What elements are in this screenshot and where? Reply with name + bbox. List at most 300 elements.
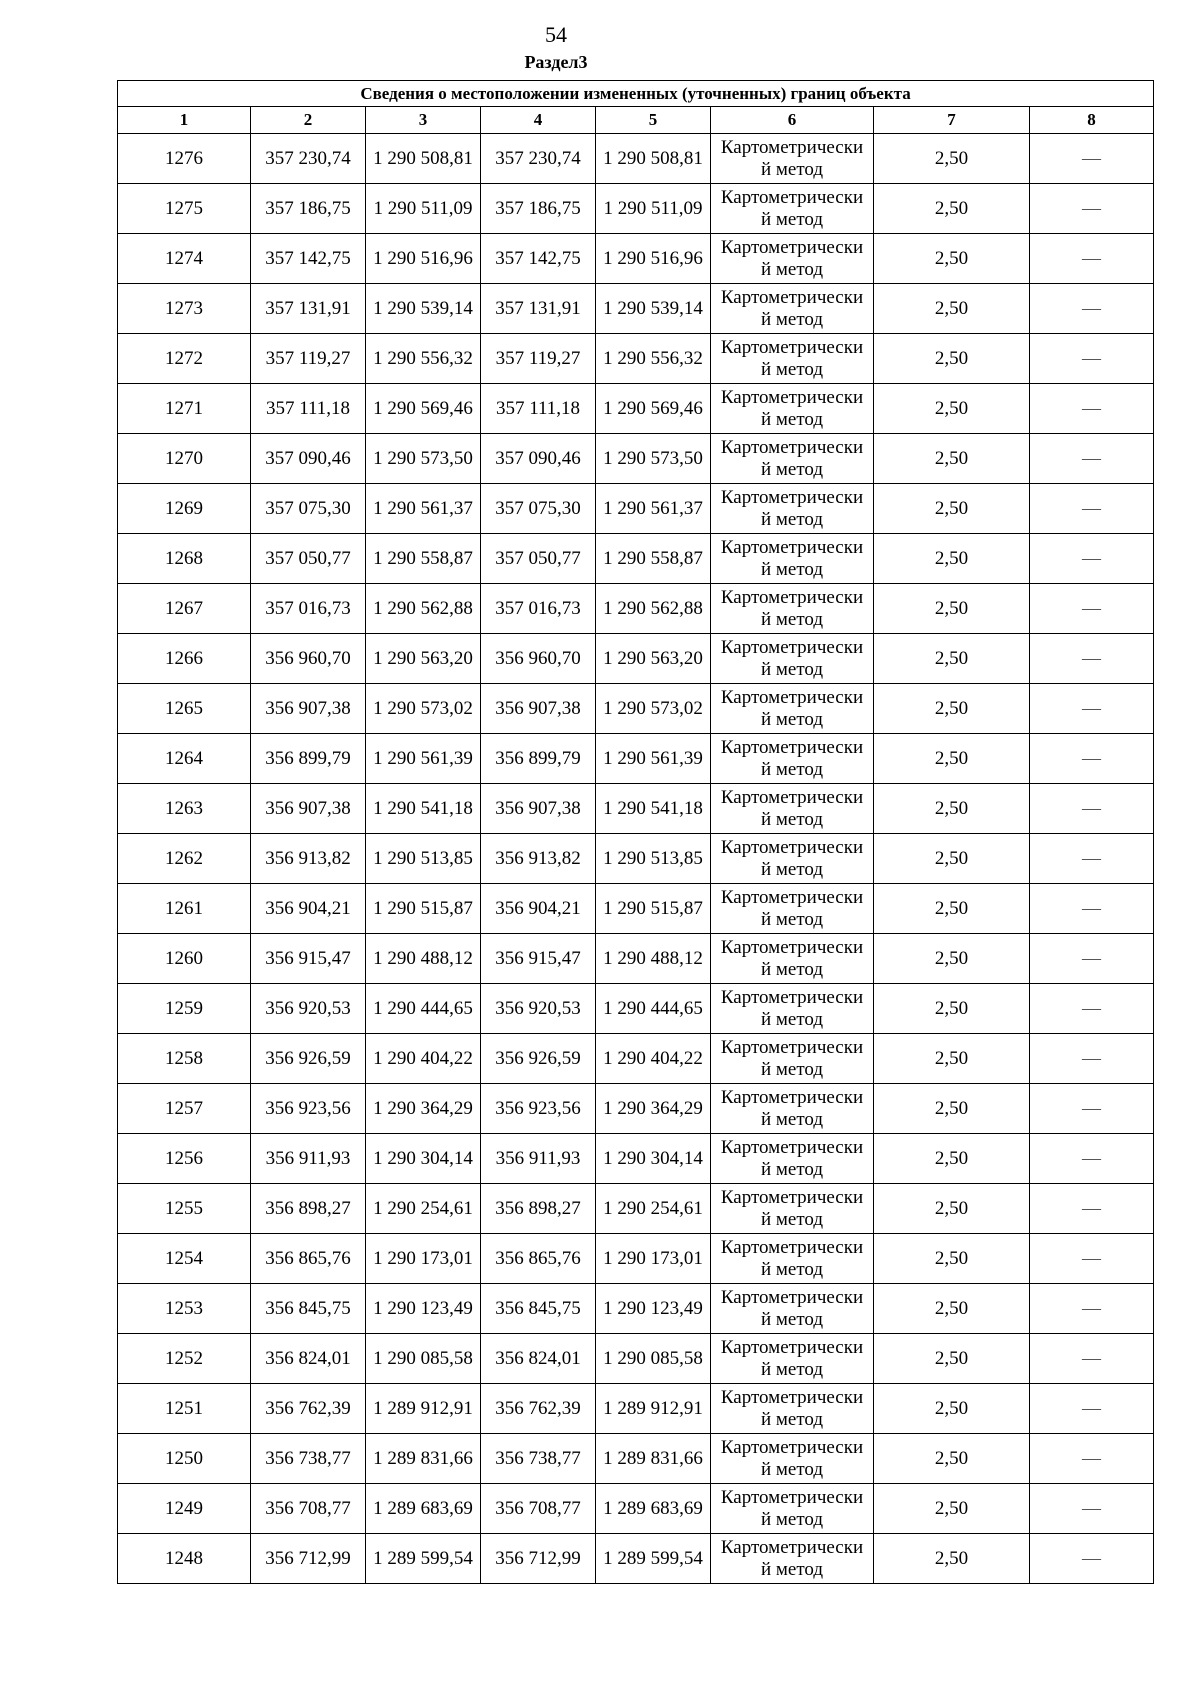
method-text: й метод bbox=[760, 1508, 824, 1530]
x-existing-cell: 357 050,77 bbox=[251, 534, 366, 584]
y-new-cell: 1 289 831,66 bbox=[596, 1434, 711, 1484]
x-new-cell: 356 898,27 bbox=[481, 1184, 596, 1234]
point-number-cell: 1261 bbox=[118, 884, 251, 934]
y-new-cell: 1 290 573,02 bbox=[596, 684, 711, 734]
method-text: й метод bbox=[760, 1408, 824, 1430]
method-text: й метод bbox=[760, 1358, 824, 1380]
table-row bbox=[118, 984, 1154, 1034]
boundary-table bbox=[117, 80, 1154, 1584]
y-new-cell: 1 290 513,85 bbox=[596, 834, 711, 884]
note-cell: — bbox=[1030, 184, 1154, 234]
method-text: Картометрически bbox=[720, 1436, 864, 1458]
column-number-1: 1 bbox=[118, 107, 251, 134]
point-number-cell: 1265 bbox=[118, 684, 251, 734]
point-number-cell: 1266 bbox=[118, 634, 251, 684]
table-row bbox=[118, 734, 1154, 784]
page-number: 54 bbox=[545, 22, 567, 47]
y-existing-cell: 1 290 561,37 bbox=[366, 484, 481, 534]
point-number-cell: 1273 bbox=[118, 284, 251, 334]
method-cell bbox=[711, 334, 874, 384]
method-cell bbox=[711, 684, 874, 734]
method-cell bbox=[711, 1234, 874, 1284]
point-number-cell: 1256 bbox=[118, 1134, 251, 1184]
method-text: Картометрически bbox=[720, 1536, 864, 1558]
point-number-cell: 1249 bbox=[118, 1484, 251, 1534]
method-cell bbox=[711, 884, 874, 934]
method-text: й метод bbox=[760, 708, 824, 730]
x-existing-cell: 356 907,38 bbox=[251, 684, 366, 734]
y-new-cell: 1 290 541,18 bbox=[596, 784, 711, 834]
method-cell bbox=[711, 984, 874, 1034]
point-number-cell: 1257 bbox=[118, 1084, 251, 1134]
table-row bbox=[118, 484, 1154, 534]
method-cell bbox=[711, 634, 874, 684]
x-new-cell: 357 111,18 bbox=[481, 384, 596, 434]
y-existing-cell: 1 290 516,96 bbox=[366, 234, 481, 284]
note-cell: — bbox=[1030, 984, 1154, 1034]
point-number-cell: 1263 bbox=[118, 784, 251, 834]
method-text: й метод bbox=[760, 158, 824, 180]
note-cell: — bbox=[1030, 1534, 1154, 1584]
x-existing-cell: 357 016,73 bbox=[251, 584, 366, 634]
method-text: Картометрически bbox=[720, 586, 864, 608]
note-cell: — bbox=[1030, 534, 1154, 584]
x-existing-cell: 356 712,99 bbox=[251, 1534, 366, 1584]
x-existing-cell: 356 762,39 bbox=[251, 1384, 366, 1434]
x-new-cell: 356 904,21 bbox=[481, 884, 596, 934]
point-number-cell: 1272 bbox=[118, 334, 251, 384]
point-number-cell: 1275 bbox=[118, 184, 251, 234]
y-existing-cell: 1 290 173,01 bbox=[366, 1234, 481, 1284]
table-row bbox=[118, 1134, 1154, 1184]
note-cell: — bbox=[1030, 134, 1154, 184]
note-cell: — bbox=[1030, 384, 1154, 434]
column-number-8: 8 bbox=[1030, 107, 1154, 134]
method-text: й метод bbox=[760, 1208, 824, 1230]
table-row bbox=[118, 1434, 1154, 1484]
accuracy-cell: 2,50 bbox=[874, 1134, 1030, 1184]
point-number-cell: 1264 bbox=[118, 734, 251, 784]
method-text: Картометрически bbox=[720, 736, 864, 758]
method-text: Картометрически bbox=[720, 1486, 864, 1508]
y-existing-cell: 1 290 123,49 bbox=[366, 1284, 481, 1334]
note-cell: — bbox=[1030, 1234, 1154, 1284]
method-text: й метод bbox=[760, 1108, 824, 1130]
y-new-cell: 1 290 173,01 bbox=[596, 1234, 711, 1284]
method-cell bbox=[711, 1334, 874, 1384]
table-row bbox=[118, 834, 1154, 884]
x-existing-cell: 356 911,93 bbox=[251, 1134, 366, 1184]
table-row bbox=[118, 1334, 1154, 1384]
method-text: Картометрически bbox=[720, 436, 864, 458]
note-cell: — bbox=[1030, 784, 1154, 834]
x-new-cell: 356 738,77 bbox=[481, 1434, 596, 1484]
accuracy-cell: 2,50 bbox=[874, 334, 1030, 384]
accuracy-cell: 2,50 bbox=[874, 984, 1030, 1034]
table-row bbox=[118, 434, 1154, 484]
table-row bbox=[118, 1234, 1154, 1284]
point-number-cell: 1269 bbox=[118, 484, 251, 534]
point-number-cell: 1259 bbox=[118, 984, 251, 1034]
method-cell bbox=[711, 934, 874, 984]
point-number-cell: 1248 bbox=[118, 1534, 251, 1584]
y-existing-cell: 1 290 562,88 bbox=[366, 584, 481, 634]
method-cell bbox=[711, 1434, 874, 1484]
table-row bbox=[118, 634, 1154, 684]
method-text: й метод bbox=[760, 558, 824, 580]
y-existing-cell: 1 290 561,39 bbox=[366, 734, 481, 784]
x-new-cell: 356 915,47 bbox=[481, 934, 596, 984]
y-existing-cell: 1 290 563,20 bbox=[366, 634, 481, 684]
x-new-cell: 357 050,77 bbox=[481, 534, 596, 584]
x-new-cell: 356 762,39 bbox=[481, 1384, 596, 1434]
y-new-cell: 1 290 404,22 bbox=[596, 1034, 711, 1084]
method-text: й метод bbox=[760, 908, 824, 930]
section-title: Раздел3 bbox=[524, 52, 588, 72]
x-existing-cell: 357 230,74 bbox=[251, 134, 366, 184]
y-new-cell: 1 290 556,32 bbox=[596, 334, 711, 384]
table-caption: Сведения о местоположении измененных (уточненных) границ объекта bbox=[118, 81, 1154, 107]
y-new-cell: 1 289 683,69 bbox=[596, 1484, 711, 1534]
x-existing-cell: 356 865,76 bbox=[251, 1234, 366, 1284]
table-row bbox=[118, 334, 1154, 384]
method-cell bbox=[711, 1034, 874, 1084]
x-new-cell: 357 119,27 bbox=[481, 334, 596, 384]
table-row bbox=[118, 1034, 1154, 1084]
note-cell: — bbox=[1030, 1084, 1154, 1134]
method-cell bbox=[711, 784, 874, 834]
x-new-cell: 356 913,82 bbox=[481, 834, 596, 884]
column-number-2: 2 bbox=[251, 107, 366, 134]
y-existing-cell: 1 290 508,81 bbox=[366, 134, 481, 184]
y-new-cell: 1 290 516,96 bbox=[596, 234, 711, 284]
y-existing-cell: 1 290 539,14 bbox=[366, 284, 481, 334]
column-number-3: 3 bbox=[366, 107, 481, 134]
x-existing-cell: 357 186,75 bbox=[251, 184, 366, 234]
x-existing-cell: 356 920,53 bbox=[251, 984, 366, 1034]
y-new-cell: 1 290 123,49 bbox=[596, 1284, 711, 1334]
accuracy-cell: 2,50 bbox=[874, 184, 1030, 234]
method-text: Картометрически bbox=[720, 1086, 864, 1108]
method-cell bbox=[711, 1084, 874, 1134]
x-new-cell: 357 090,46 bbox=[481, 434, 596, 484]
method-text: Картометрически bbox=[720, 136, 864, 158]
note-cell: — bbox=[1030, 234, 1154, 284]
method-text: Картометрически bbox=[720, 1286, 864, 1308]
method-text: Картометрически bbox=[720, 936, 864, 958]
point-number-cell: 1270 bbox=[118, 434, 251, 484]
method-text: й метод bbox=[760, 1158, 824, 1180]
y-existing-cell: 1 289 912,91 bbox=[366, 1384, 481, 1434]
y-existing-cell: 1 290 556,32 bbox=[366, 334, 481, 384]
x-existing-cell: 357 111,18 bbox=[251, 384, 366, 434]
x-new-cell: 356 911,93 bbox=[481, 1134, 596, 1184]
method-cell bbox=[711, 434, 874, 484]
method-text: Картометрически bbox=[720, 886, 864, 908]
method-text: Картометрически bbox=[720, 536, 864, 558]
point-number-cell: 1276 bbox=[118, 134, 251, 184]
y-new-cell: 1 290 561,39 bbox=[596, 734, 711, 784]
y-existing-cell: 1 290 404,22 bbox=[366, 1034, 481, 1084]
y-new-cell: 1 290 539,14 bbox=[596, 284, 711, 334]
accuracy-cell: 2,50 bbox=[874, 1084, 1030, 1134]
y-existing-cell: 1 290 558,87 bbox=[366, 534, 481, 584]
method-text: й метод bbox=[760, 308, 824, 330]
x-new-cell: 356 712,99 bbox=[481, 1534, 596, 1584]
y-new-cell: 1 290 558,87 bbox=[596, 534, 711, 584]
method-text: й метод bbox=[760, 458, 824, 480]
note-cell: — bbox=[1030, 1134, 1154, 1184]
accuracy-cell: 2,50 bbox=[874, 884, 1030, 934]
x-existing-cell: 356 915,47 bbox=[251, 934, 366, 984]
point-number-cell: 1255 bbox=[118, 1184, 251, 1234]
x-existing-cell: 356 923,56 bbox=[251, 1084, 366, 1134]
method-cell bbox=[711, 1534, 874, 1584]
method-text: й метод bbox=[760, 1258, 824, 1280]
x-new-cell: 356 865,76 bbox=[481, 1234, 596, 1284]
x-existing-cell: 357 119,27 bbox=[251, 334, 366, 384]
method-cell bbox=[711, 1484, 874, 1534]
note-cell: — bbox=[1030, 584, 1154, 634]
accuracy-cell: 2,50 bbox=[874, 1234, 1030, 1284]
y-existing-cell: 1 289 599,54 bbox=[366, 1534, 481, 1584]
method-cell bbox=[711, 234, 874, 284]
accuracy-cell: 2,50 bbox=[874, 784, 1030, 834]
accuracy-cell: 2,50 bbox=[874, 734, 1030, 784]
y-new-cell: 1 290 508,81 bbox=[596, 134, 711, 184]
method-text: й метод bbox=[760, 858, 824, 880]
method-text: Картометрически bbox=[720, 1386, 864, 1408]
method-text: й метод bbox=[760, 1008, 824, 1030]
x-existing-cell: 356 960,70 bbox=[251, 634, 366, 684]
table-row bbox=[118, 1484, 1154, 1534]
method-text: Картометрически bbox=[720, 236, 864, 258]
method-text: й метод bbox=[760, 208, 824, 230]
accuracy-cell: 2,50 bbox=[874, 1384, 1030, 1434]
note-cell: — bbox=[1030, 734, 1154, 784]
method-cell bbox=[711, 1184, 874, 1234]
method-cell bbox=[711, 284, 874, 334]
note-cell: — bbox=[1030, 434, 1154, 484]
method-text: й метод bbox=[760, 408, 824, 430]
point-number-cell: 1271 bbox=[118, 384, 251, 434]
column-number-6: 6 bbox=[711, 107, 874, 134]
accuracy-cell: 2,50 bbox=[874, 1484, 1030, 1534]
x-existing-cell: 356 907,38 bbox=[251, 784, 366, 834]
table-row bbox=[118, 884, 1154, 934]
x-existing-cell: 357 142,75 bbox=[251, 234, 366, 284]
note-cell: — bbox=[1030, 484, 1154, 534]
x-existing-cell: 356 845,75 bbox=[251, 1284, 366, 1334]
point-number-cell: 1262 bbox=[118, 834, 251, 884]
note-cell: — bbox=[1030, 884, 1154, 934]
x-existing-cell: 356 738,77 bbox=[251, 1434, 366, 1484]
method-cell bbox=[711, 1384, 874, 1434]
accuracy-cell: 2,50 bbox=[874, 134, 1030, 184]
method-text: й метод bbox=[760, 358, 824, 380]
method-text: й метод bbox=[760, 258, 824, 280]
table-row bbox=[118, 284, 1154, 334]
y-existing-cell: 1 290 515,87 bbox=[366, 884, 481, 934]
accuracy-cell: 2,50 bbox=[874, 584, 1030, 634]
method-cell bbox=[711, 584, 874, 634]
method-text: й метод bbox=[760, 958, 824, 980]
note-cell: — bbox=[1030, 1184, 1154, 1234]
point-number-cell: 1258 bbox=[118, 1034, 251, 1084]
accuracy-cell: 2,50 bbox=[874, 1534, 1030, 1584]
table-row bbox=[118, 384, 1154, 434]
y-new-cell: 1 290 364,29 bbox=[596, 1084, 711, 1134]
accuracy-cell: 2,50 bbox=[874, 934, 1030, 984]
point-number-cell: 1254 bbox=[118, 1234, 251, 1284]
method-text: й метод bbox=[760, 758, 824, 780]
method-text: Картометрически bbox=[720, 836, 864, 858]
method-text: й метод bbox=[760, 1058, 824, 1080]
x-existing-cell: 357 090,46 bbox=[251, 434, 366, 484]
table-row bbox=[118, 134, 1154, 184]
point-number-cell: 1251 bbox=[118, 1384, 251, 1434]
x-new-cell: 356 960,70 bbox=[481, 634, 596, 684]
note-cell: — bbox=[1030, 1334, 1154, 1384]
table-row bbox=[118, 584, 1154, 634]
method-text: й метод bbox=[760, 1308, 824, 1330]
note-cell: — bbox=[1030, 1284, 1154, 1334]
method-text: й метод bbox=[760, 1458, 824, 1480]
x-new-cell: 356 923,56 bbox=[481, 1084, 596, 1134]
method-text: й метод bbox=[760, 1558, 824, 1580]
accuracy-cell: 2,50 bbox=[874, 234, 1030, 284]
y-existing-cell: 1 289 683,69 bbox=[366, 1484, 481, 1534]
accuracy-cell: 2,50 bbox=[874, 1184, 1030, 1234]
table-row bbox=[118, 1384, 1154, 1434]
method-text: Картометрически bbox=[720, 1236, 864, 1258]
table-row bbox=[118, 234, 1154, 284]
note-cell: — bbox=[1030, 1484, 1154, 1534]
table-body bbox=[118, 134, 1154, 1584]
accuracy-cell: 2,50 bbox=[874, 1334, 1030, 1384]
y-new-cell: 1 290 562,88 bbox=[596, 584, 711, 634]
y-existing-cell: 1 290 513,85 bbox=[366, 834, 481, 884]
x-existing-cell: 356 898,27 bbox=[251, 1184, 366, 1234]
accuracy-cell: 2,50 bbox=[874, 1284, 1030, 1334]
y-new-cell: 1 290 573,50 bbox=[596, 434, 711, 484]
method-text: Картометрически bbox=[720, 486, 864, 508]
y-new-cell: 1 290 563,20 bbox=[596, 634, 711, 684]
method-text: Картометрически bbox=[720, 386, 864, 408]
y-existing-cell: 1 290 488,12 bbox=[366, 934, 481, 984]
x-existing-cell: 356 913,82 bbox=[251, 834, 366, 884]
y-new-cell: 1 290 569,46 bbox=[596, 384, 711, 434]
method-cell bbox=[711, 834, 874, 884]
y-existing-cell: 1 290 364,29 bbox=[366, 1084, 481, 1134]
x-existing-cell: 356 926,59 bbox=[251, 1034, 366, 1084]
note-cell: — bbox=[1030, 1384, 1154, 1434]
note-cell: — bbox=[1030, 284, 1154, 334]
note-cell: — bbox=[1030, 634, 1154, 684]
method-cell bbox=[711, 534, 874, 584]
y-existing-cell: 1 290 511,09 bbox=[366, 184, 481, 234]
y-new-cell: 1 290 511,09 bbox=[596, 184, 711, 234]
y-new-cell: 1 290 304,14 bbox=[596, 1134, 711, 1184]
point-number-cell: 1267 bbox=[118, 584, 251, 634]
table-row bbox=[118, 534, 1154, 584]
method-text: й метод bbox=[760, 508, 824, 530]
point-number-cell: 1252 bbox=[118, 1334, 251, 1384]
method-text: й метод bbox=[760, 658, 824, 680]
x-existing-cell: 357 075,30 bbox=[251, 484, 366, 534]
point-number-cell: 1253 bbox=[118, 1284, 251, 1334]
point-number-cell: 1274 bbox=[118, 234, 251, 284]
method-text: Картометрически bbox=[720, 786, 864, 808]
x-new-cell: 356 907,38 bbox=[481, 684, 596, 734]
y-existing-cell: 1 290 541,18 bbox=[366, 784, 481, 834]
x-new-cell: 357 230,74 bbox=[481, 134, 596, 184]
x-existing-cell: 356 904,21 bbox=[251, 884, 366, 934]
method-text: й метод bbox=[760, 608, 824, 630]
method-cell bbox=[711, 184, 874, 234]
y-existing-cell: 1 290 254,61 bbox=[366, 1184, 481, 1234]
accuracy-cell: 2,50 bbox=[874, 534, 1030, 584]
x-new-cell: 356 899,79 bbox=[481, 734, 596, 784]
method-cell bbox=[711, 1134, 874, 1184]
method-text: Картометрически bbox=[720, 1136, 864, 1158]
method-text: Картометрически bbox=[720, 1186, 864, 1208]
y-existing-cell: 1 290 573,50 bbox=[366, 434, 481, 484]
method-text: Картометрически bbox=[720, 186, 864, 208]
method-text: Картометрически bbox=[720, 986, 864, 1008]
x-new-cell: 357 131,91 bbox=[481, 284, 596, 334]
method-text: Картометрически bbox=[720, 686, 864, 708]
method-text: Картометрически bbox=[720, 636, 864, 658]
table-row bbox=[118, 784, 1154, 834]
x-new-cell: 356 845,75 bbox=[481, 1284, 596, 1334]
y-existing-cell: 1 289 831,66 bbox=[366, 1434, 481, 1484]
note-cell: — bbox=[1030, 334, 1154, 384]
y-new-cell: 1 289 599,54 bbox=[596, 1534, 711, 1584]
table-row bbox=[118, 1284, 1154, 1334]
method-text: Картометрически bbox=[720, 286, 864, 308]
method-cell bbox=[711, 734, 874, 784]
method-cell bbox=[711, 484, 874, 534]
table-row bbox=[118, 184, 1154, 234]
x-new-cell: 356 920,53 bbox=[481, 984, 596, 1034]
point-number-cell: 1268 bbox=[118, 534, 251, 584]
x-new-cell: 357 075,30 bbox=[481, 484, 596, 534]
table-row bbox=[118, 684, 1154, 734]
x-existing-cell: 357 131,91 bbox=[251, 284, 366, 334]
y-existing-cell: 1 290 444,65 bbox=[366, 984, 481, 1034]
method-text: Картометрически bbox=[720, 1336, 864, 1358]
y-existing-cell: 1 290 573,02 bbox=[366, 684, 481, 734]
y-existing-cell: 1 290 085,58 bbox=[366, 1334, 481, 1384]
accuracy-cell: 2,50 bbox=[874, 484, 1030, 534]
accuracy-cell: 2,50 bbox=[874, 1434, 1030, 1484]
y-existing-cell: 1 290 304,14 bbox=[366, 1134, 481, 1184]
column-number-5: 5 bbox=[596, 107, 711, 134]
column-numbers-row bbox=[118, 107, 1154, 134]
note-cell: — bbox=[1030, 684, 1154, 734]
accuracy-cell: 2,50 bbox=[874, 384, 1030, 434]
accuracy-cell: 2,50 bbox=[874, 284, 1030, 334]
y-new-cell: 1 290 444,65 bbox=[596, 984, 711, 1034]
y-new-cell: 1 290 254,61 bbox=[596, 1184, 711, 1234]
table-row bbox=[118, 1184, 1154, 1234]
point-number-cell: 1260 bbox=[118, 934, 251, 984]
note-cell: — bbox=[1030, 834, 1154, 884]
method-cell bbox=[711, 384, 874, 434]
accuracy-cell: 2,50 bbox=[874, 1034, 1030, 1084]
x-new-cell: 356 926,59 bbox=[481, 1034, 596, 1084]
